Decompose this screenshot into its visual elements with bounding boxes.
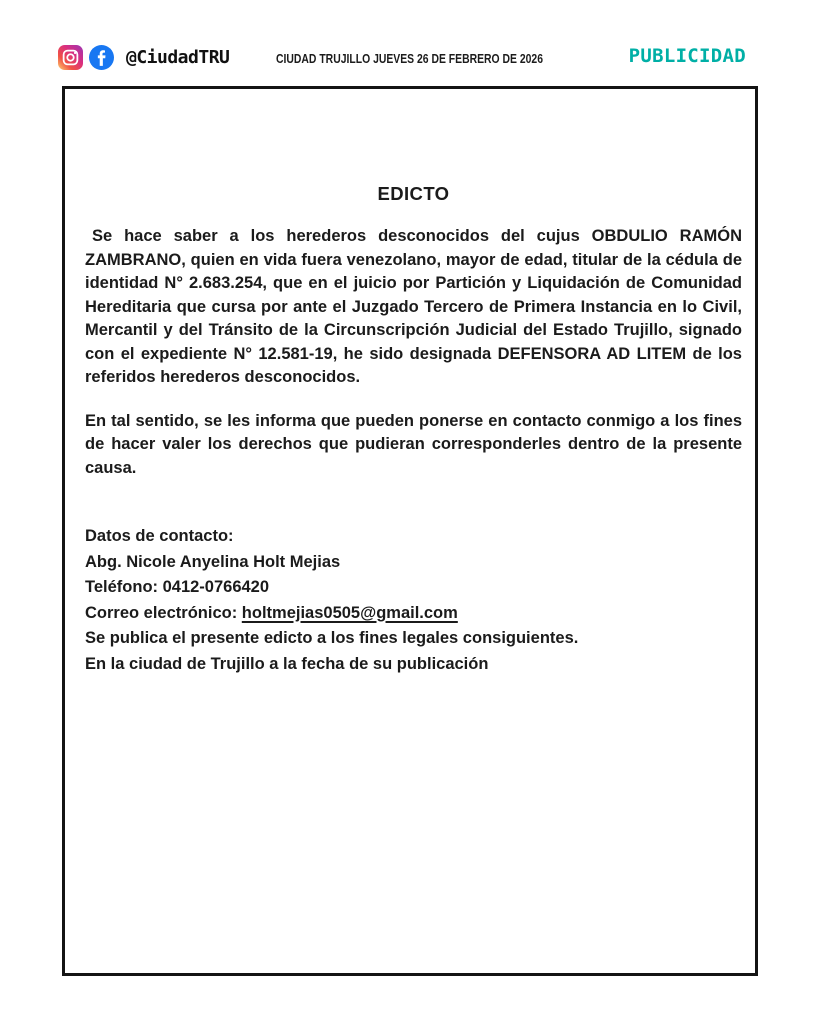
instagram-icon[interactable] <box>58 45 83 70</box>
edicto-paragraph-1: Se hace saber a los herederos desconocidos del cujus OBDULIO RAMÓN ZAMBRANO, quien en vida fuera venezolano, mayor de edad, titular de la cédula de identidad N° 2.683.254, que en el juicio por Partición y Liquidación de Comunidad Hereditaria que cursa por ante el Juzgado Tercero de Primera Instancia en lo Civil, Mercantil y del Tránsito de la Circunscripción Judicial del Estado Trujillo, signado con el expediente N° 12.581-19, he sido designada DEFENSORA AD LITEM de los referidos herederos desconocidos. <box>85 227 742 386</box>
publicidad-label: PUBLICIDAD <box>628 45 746 67</box>
city-statement: En la ciudad de Trujillo a la fecha de su publicación <box>85 654 489 673</box>
edicto-title: EDICTO <box>377 183 450 204</box>
contact-heading: Datos de contacto: <box>85 527 234 545</box>
contact-name: Abg. Nicole Anyelina Holt Mejias <box>85 552 341 571</box>
contact-email-label: Correo electrónico: <box>85 603 242 622</box>
contact-block <box>85 524 742 677</box>
contact-phone: Teléfono: 0412-0766420 <box>85 578 270 596</box>
social-handle: @CiudadTRU <box>126 47 230 68</box>
publish-statement: Se publica el presente edicto a los fines legales consiguientes. <box>85 629 579 647</box>
masthead-dateline: CIUDAD TRUJILLO JUEVES 26 DE FEBRERO DE 2026 <box>276 51 543 66</box>
edicto-paragraph-2: En tal sentido, se les informa que pueden ponerse en contacto conmigo a los fines de hacer valer los derechos que pudieran corresponderles dentro de la presente causa. <box>85 411 742 477</box>
contact-email-line <box>85 601 742 627</box>
contact-email-link[interactable]: holtmejias0505@gmail.com <box>241 603 458 622</box>
edicto-notice-box <box>62 86 758 976</box>
